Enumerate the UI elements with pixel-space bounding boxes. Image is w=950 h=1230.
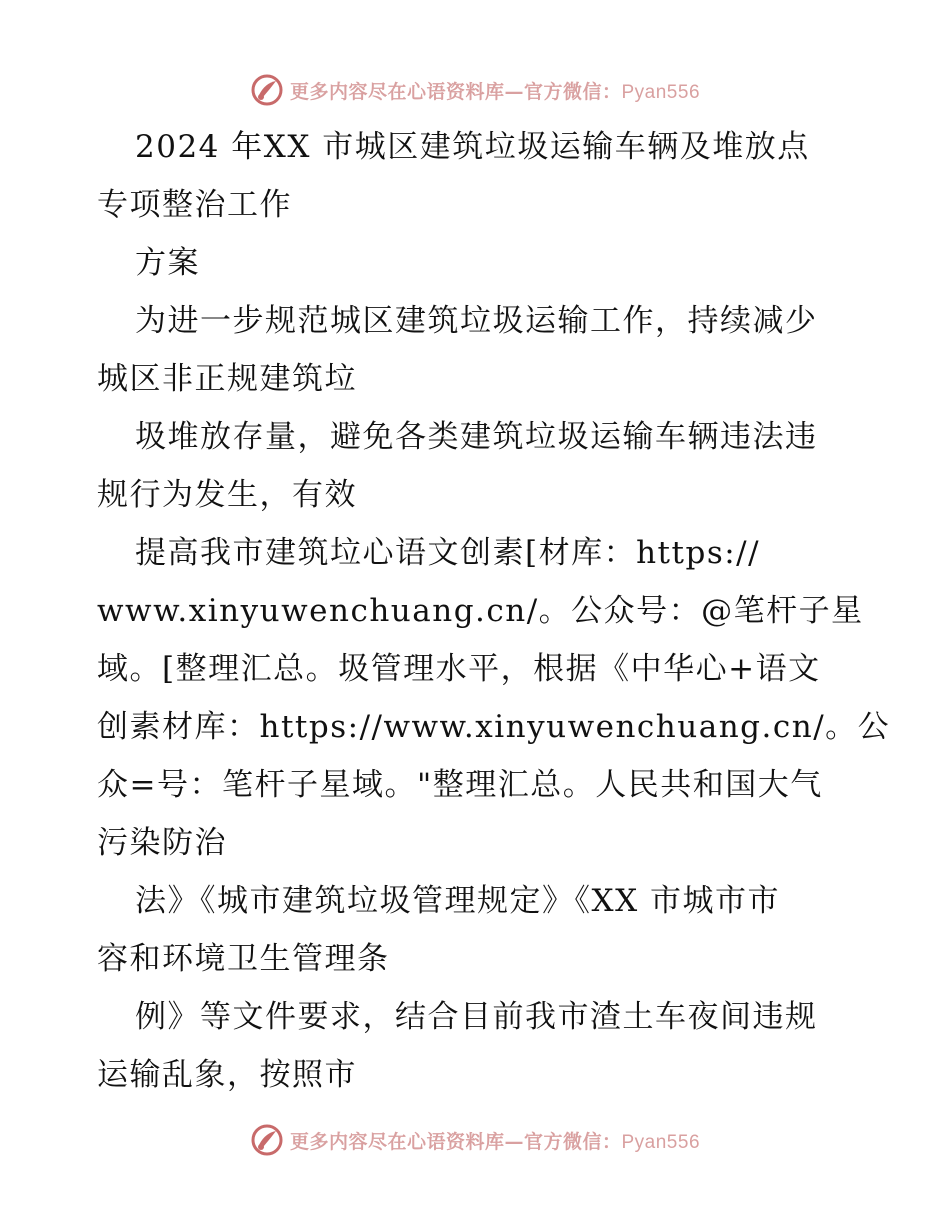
brush-seal-icon: [250, 1123, 284, 1157]
doc-title-line-1: 2024 年XX 市城区建筑垃圾运输车辆及堆放点: [135, 129, 810, 165]
watermark-text: 更多内容尽在心语资料库—官方微信：Pyan556: [289, 80, 701, 103]
paragraph-line: 城区非正规建筑垃: [97, 361, 357, 397]
paragraph-line: 提高我市建筑垃心语文创素[材库：https://: [135, 535, 761, 571]
paragraph-line: 例》等文件要求，结合目前我市渣土车夜间违规: [135, 999, 818, 1035]
paragraph-line: 运输乱象，按照市: [97, 1057, 357, 1093]
paragraph-line: www.xinyuwenchuang.cn/。公众号：@笔杆子星: [97, 593, 864, 629]
document-body: [97, 118, 891, 1104]
brush-seal-icon: [250, 73, 284, 107]
watermark-id: Pyan556: [621, 1131, 701, 1153]
paragraph-line: 创素材库：https://www.xinyuwenchuang.cn/。公: [97, 709, 891, 745]
paragraph-line: 众=号：笔杆子星域。"整理汇总。人民共和国大气: [97, 767, 823, 803]
paragraph-line: 为进一步规范城区建筑垃圾运输工作，持续减少: [135, 303, 818, 339]
doc-title-line-3: 方案: [135, 245, 200, 281]
watermark-text: 更多内容尽在心语资料库—官方微信：Pyan556: [289, 1130, 701, 1153]
paragraph-line: 规行为发生，有效: [97, 477, 357, 513]
paragraph-line: 容和环境卫生管理条: [97, 941, 390, 977]
watermark-footer: [0, 1120, 950, 1160]
paragraph-line: 圾堆放存量，避免各类建筑垃圾运输车辆违法违: [135, 419, 818, 455]
watermark-id: Pyan556: [621, 81, 701, 103]
doc-title-line-2: 专项整治工作: [97, 187, 292, 223]
watermark-header: [0, 70, 950, 110]
paragraph-line: 污染防治: [97, 825, 227, 861]
paragraph-line: 域。[整理汇总。圾管理水平，根据《中华心+语文: [97, 651, 821, 687]
paragraph-line: 法》《城市建筑垃圾管理规定》《XX 市城市市: [135, 883, 780, 919]
